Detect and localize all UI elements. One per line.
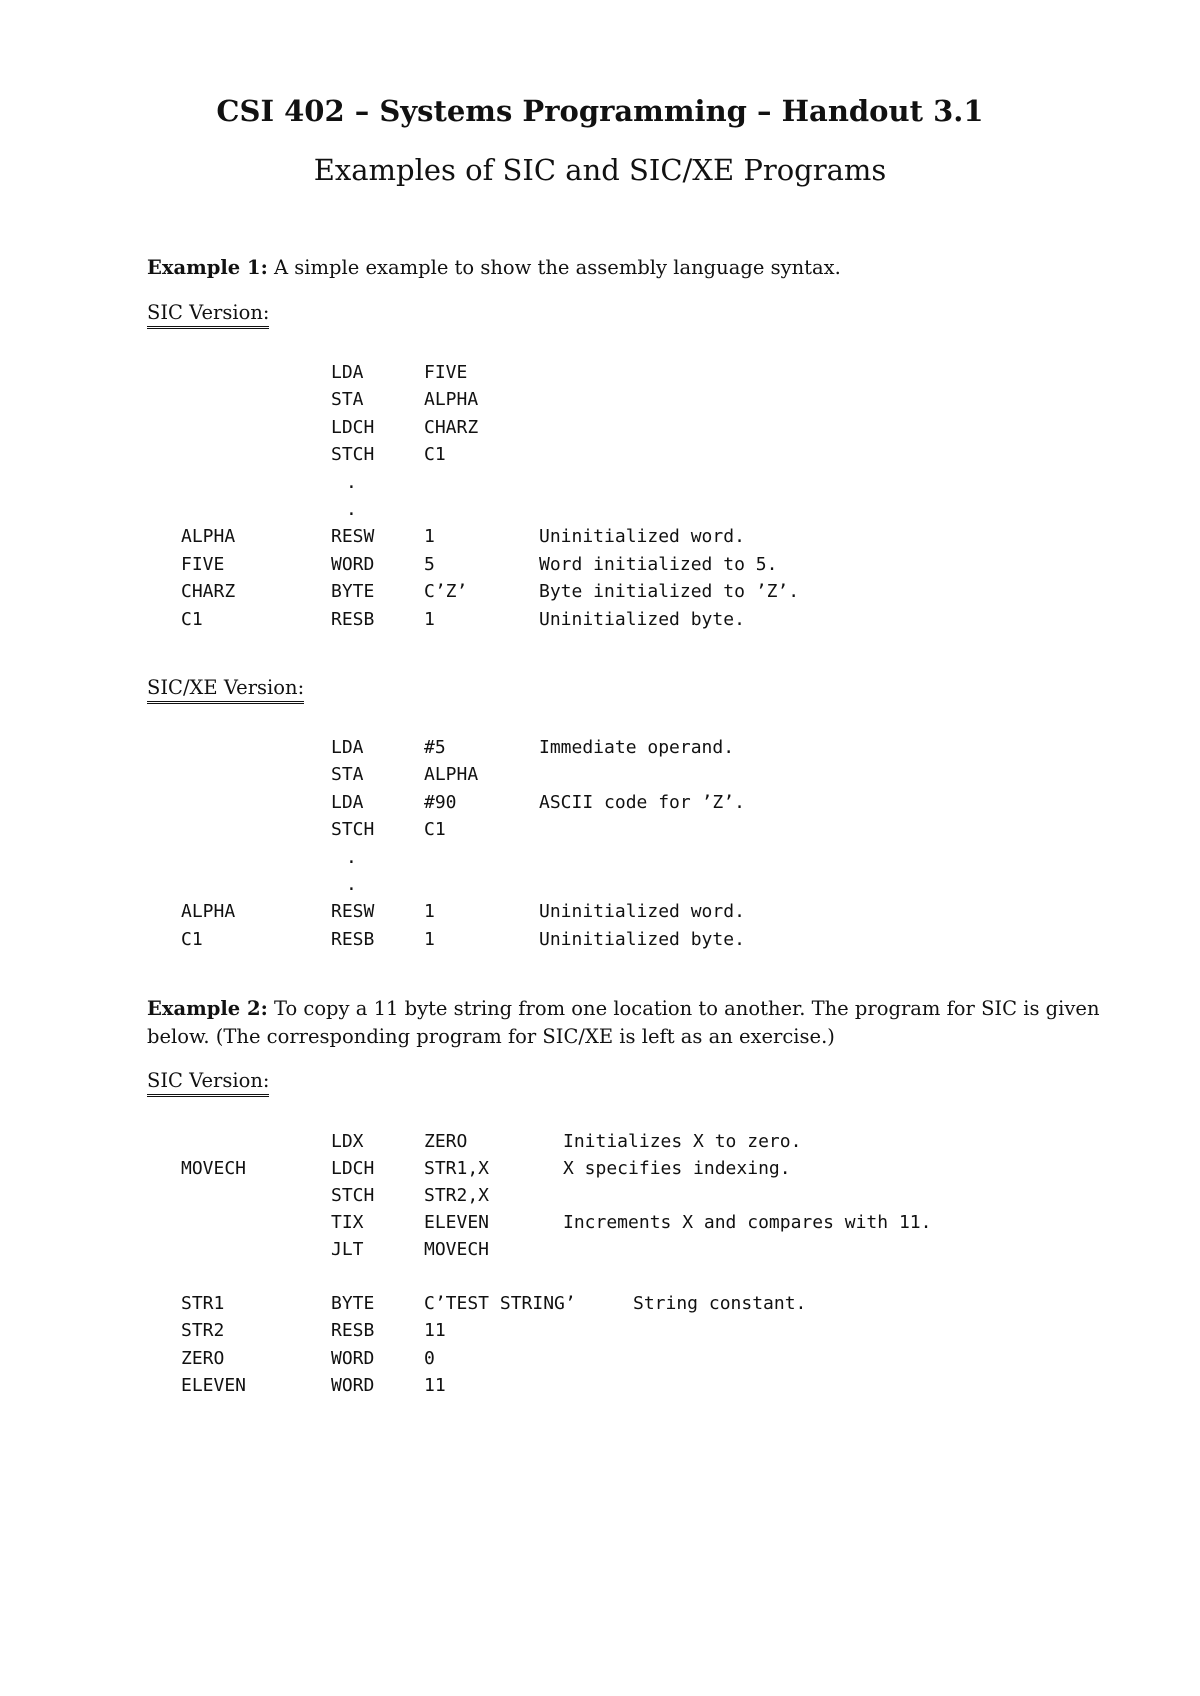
code-operand: 11 [424,1375,446,1397]
code-label: CHARZ [181,581,236,603]
code-opcode: . [346,874,357,895]
code-opcode: LDCH [331,1158,375,1179]
code-label: ALPHA [181,901,236,923]
code-comment: Immediate operand. [539,737,735,758]
code-operand: ALPHA [424,389,479,411]
code-opcode: . [346,499,357,520]
code-opcode: JLT [331,1239,364,1260]
code-opcode: LDX [331,1131,364,1152]
code-comment: ASCII code for ’Z’. [539,791,745,813]
code-operand: C1 [424,819,446,841]
code-opcode: WORD [331,553,375,575]
code-opcode: RESB [331,608,375,630]
code-opcode: RESW [331,901,375,923]
code-operand: 11 [424,1320,446,1342]
example-1-sic-label: SIC Version: [147,301,269,329]
code-opcode: RESB [331,928,375,950]
code-operand: STR2,X [424,1185,490,1206]
code-operand: ELEVEN [424,1212,490,1233]
example-1-label: Example 1: [147,256,268,279]
code-operand: 1 [424,928,435,950]
code-opcode: RESB [331,1320,375,1342]
code-opcode: LDA [331,737,364,758]
code-opcode: RESW [331,526,375,548]
code-comment: Uninitialized word. [539,901,745,923]
code-operand: CHARZ [424,416,479,438]
code-operand: MOVECH [424,1239,490,1260]
code-opcode: LDA [331,362,364,383]
code-comment: String constant. [633,1293,807,1314]
code-operand: 5 [424,553,435,575]
code-operand: #90 [424,791,457,813]
example-1-text: A simple example to show the assembly language syntax. [273,256,841,279]
code-comment: Initializes X to zero. [563,1131,802,1152]
code-opcode: LDCH [331,416,375,438]
example-1-intro [147,254,841,282]
code-operand: C1 [424,444,446,466]
example-1-xe-label: SIC/XE Version: [147,676,304,704]
code-label: ZERO [181,1347,225,1369]
code-label: FIVE [181,553,225,575]
code-opcode: BYTE [331,581,375,603]
code-opcode: STA [331,764,364,786]
code-comment: Word initialized to 5. [539,553,778,575]
code-opcode: WORD [331,1375,375,1397]
example-2-sic-label: SIC Version: [147,1069,269,1097]
code-opcode: TIX [331,1212,364,1233]
code-opcode: STA [331,389,364,411]
code-label: C1 [181,608,203,630]
code-operand: STR1,X [424,1158,490,1179]
code-opcode: LDA [331,791,364,813]
example-2-label: Example 2: [147,997,268,1020]
code-comment: Uninitialized byte. [539,608,745,630]
code-operand: 1 [424,901,435,923]
code-opcode: STCH [331,444,375,466]
code-operand: FIVE [424,362,468,383]
code-label: STR1 [181,1293,225,1314]
example-2-text-line1: To copy a 11 byte string from one location to another. The program for SIC is given [273,997,1100,1020]
code-operand: C’TEST STRING’ [424,1293,576,1314]
code-opcode: . [346,471,357,493]
code-comment: Increments X and compares with 11. [563,1212,932,1233]
document-subtitle: Examples of SIC and SIC/XE Programs [313,153,887,187]
code-label: ELEVEN [181,1375,247,1397]
code-operand: ZERO [424,1131,468,1152]
example-2-intro [147,995,1107,1051]
code-opcode: BYTE [331,1293,375,1314]
code-operand: #5 [424,737,446,758]
code-opcode: WORD [331,1347,375,1369]
code-operand: 0 [424,1347,435,1369]
code-operand: 1 [424,608,435,630]
code-operand: C’Z’ [424,581,468,603]
code-label: MOVECH [181,1158,247,1179]
code-comment: Uninitialized word. [539,526,745,548]
code-comment: X specifies indexing. [563,1158,791,1179]
code-comment: Byte initialized to ’Z’. [539,581,800,603]
code-opcode: STCH [331,819,375,841]
code-opcode: STCH [331,1185,375,1206]
code-comment: Uninitialized byte. [539,928,745,950]
code-label: STR2 [181,1320,225,1342]
code-opcode: . [346,846,357,868]
code-label: C1 [181,928,203,950]
code-label: ALPHA [181,526,236,548]
code-operand: 1 [424,526,435,548]
code-operand: ALPHA [424,764,479,786]
example-2-text-line2: below. (The corresponding program for SIC/XE is left as an exercise.) [147,1025,835,1048]
document-title: CSI 402 – Systems Programming – Handout 3.1 [216,94,984,128]
